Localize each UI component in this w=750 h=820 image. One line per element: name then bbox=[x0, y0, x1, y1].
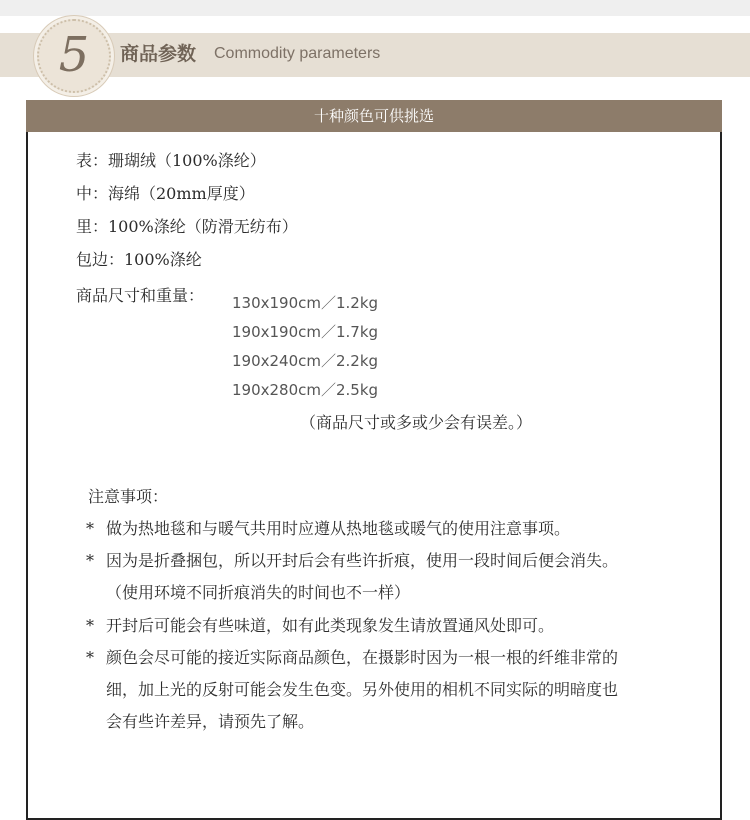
bullet-mark: * bbox=[86, 551, 94, 570]
spec-surface: 表：珊瑚绒（100%涤纶） bbox=[76, 151, 266, 170]
note-line: （使用环境不同折痕消失的时间也不一样） bbox=[106, 583, 411, 602]
size-note: （商品尺寸或多或少会有误差。） bbox=[300, 413, 533, 432]
top-band bbox=[0, 0, 750, 16]
section-subtitle: Commodity parameters bbox=[214, 45, 381, 62]
size-row: 130x190cm／1.2kg bbox=[232, 294, 379, 312]
spec-edge: 包边：100%涤纶 bbox=[76, 250, 202, 269]
size-row: 190x240cm／2.2kg bbox=[232, 352, 379, 370]
note-line: 开封后可能会有些味道，如有此类现象发生请放置通风处即可。 bbox=[106, 616, 555, 635]
size-row: 190x280cm／2.5kg bbox=[232, 381, 379, 399]
spec-middle: 中：海绵（20mm厚度） bbox=[76, 184, 255, 203]
size-label: 商品尺寸和重量： bbox=[76, 286, 205, 305]
section-number: 5 bbox=[58, 27, 90, 83]
note-line: 做为热地毯和与暖气共用时应遵从热地毯或暖气的使用注意事项。 bbox=[106, 519, 571, 538]
note-line: 会有些许差异，请预先了解。 bbox=[106, 712, 315, 731]
bullet-mark: * bbox=[86, 519, 94, 538]
notes-title: 注意事项： bbox=[88, 487, 169, 506]
section-number-badge bbox=[37, 19, 111, 93]
section-title: 商品参数 bbox=[120, 43, 197, 65]
note-line: 颜色会尽可能的接近实际商品颜色，在摄影时因为一根一根的纤维非常的 bbox=[106, 648, 619, 667]
note-line: 细，加上光的反射可能会发生色变。另外使用的相机不同实际的明暗度也 bbox=[106, 680, 619, 699]
bullet-mark: * bbox=[86, 616, 94, 635]
panel-title-bar: 十种颜色可供挑选 bbox=[26, 100, 722, 132]
size-row: 190x190cm／1.7kg bbox=[232, 323, 379, 341]
spec-inner: 里：100%涤纶（防滑无纺布） bbox=[76, 217, 298, 236]
note-line: 因为是折叠捆包，所以开封后会有些许折痕，使用一段时间后便会消失。 bbox=[106, 551, 619, 570]
bullet-mark: * bbox=[86, 648, 94, 667]
